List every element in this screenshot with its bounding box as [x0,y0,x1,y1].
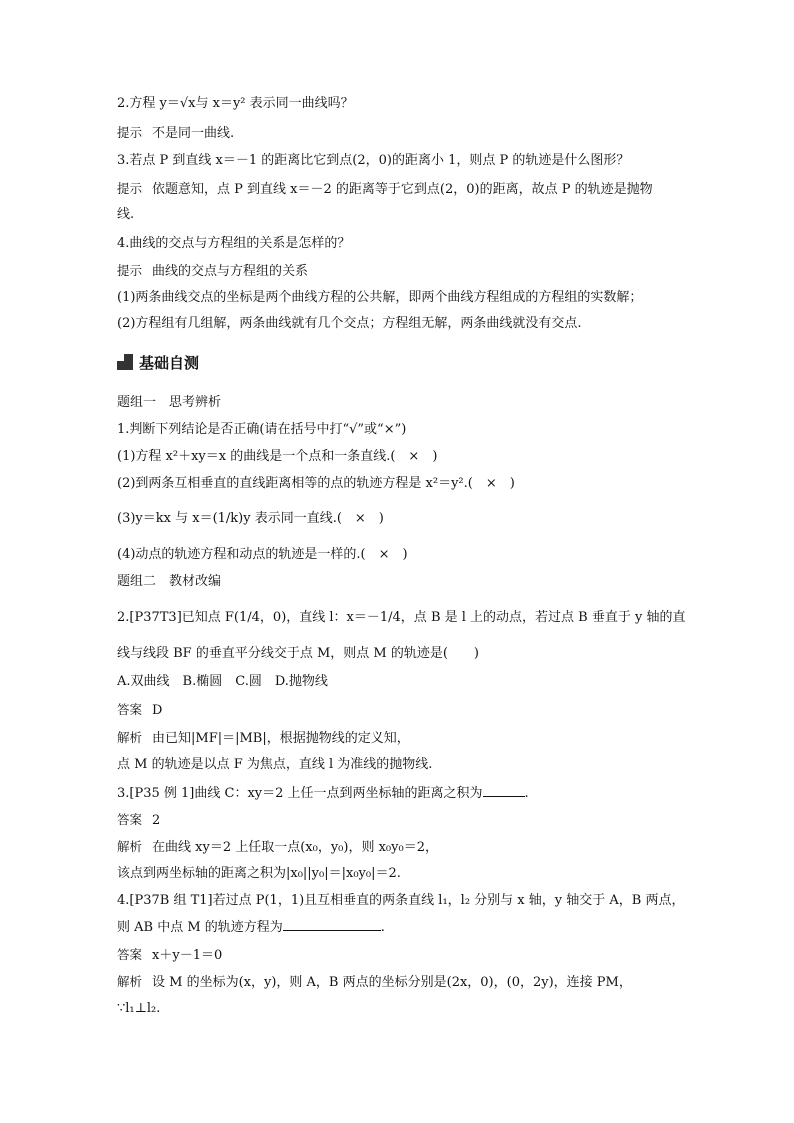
judgement-item-2: (2)到两条互相垂直的直线距离相等的点的轨迹方程是 x²＝y².( × ) [117,476,515,491]
group2-title: 题组二 教材改编 [117,574,222,589]
q4-line2 [117,918,385,937]
hint-text: 不是同一曲线. [152,126,235,141]
hint-4-sub-1: (1)两条曲线交点的坐标是两个曲线方程的公共解，即两个曲线方程组成的方程组的实数解； [117,290,643,305]
q3-analysis-2: 该点到两坐标轴的距离之积为|x₀||y₀|＝|x₀y₀|＝2. [117,866,401,881]
q3-answer [117,811,160,830]
group1-question: 1.判断下列结论是否正确(请在括号中打“√”或“×”) [117,422,407,437]
q3 [117,784,529,803]
analysis-text: 设 M 的坐标为(x，y)，则 A，B 两点的坐标分别是(2x，0)，(0，2y)，连接 PM， [152,975,632,990]
hint-3 [117,180,653,199]
answer-value: 2 [152,813,161,828]
fill-blank [283,918,381,931]
q4-line1: 4.[P37B 组 T1]若过点 P(1，1)且互相垂直的两条直线 l₁，l₂ 分别与 x 轴，y 轴交于 A，B 两点， [117,893,685,908]
question-4: 4.曲线的交点与方程组的关系是怎样的？ [117,236,351,251]
fill-blank [483,784,525,797]
answer-label: 答案 [117,702,143,717]
q4-analysis [117,973,632,992]
q2-line1: 2.[P37T3]已知点 F(1/4，0)，直线 l：x＝－1/4，点 B 是 l 上的动点，若过点 B 垂直于 y 轴的直 [117,610,686,625]
q2-analysis [117,729,410,748]
analysis-text: 在曲线 xy＝2 上任取一点(x₀，y₀)，则 x₀y₀＝2， [152,840,438,855]
analysis-label: 解析 [117,974,143,989]
section-square-icon [117,354,133,370]
section-heading [117,350,199,374]
judgement-item-3: (3)y＝kx 与 x＝(1/k)y 表示同一直线.( × ) [117,511,384,526]
q4-text: 则 AB 中点 M 的轨迹方程为 [117,920,283,935]
answer-value: D [152,703,163,718]
hint-4 [117,262,308,281]
hint-2 [117,124,234,143]
q4-answer [117,946,222,965]
judgement-item-4: (4)动点的轨迹方程和动点的轨迹是一样的.( × ) [117,547,408,562]
q4-end: . [380,920,385,935]
hint-label: 提示 [117,263,143,278]
analysis-text: 由已知|MF|＝|MB|，根据抛物线的定义知， [152,731,410,746]
analysis-label: 解析 [117,839,143,854]
q2-answer [117,701,162,720]
question-3: 3.若点 P 到直线 x＝－1 的距离比它到点(2，0)的距离小 1，则点 P 的轨迹是什么图形？ [117,153,630,168]
q2-analysis-2: 点 M 的轨迹是以点 F 为焦点，直线 l 为准线的抛物线. [117,757,433,772]
answer-label: 答案 [117,812,143,827]
section-title: 基础自测 [139,353,200,372]
hint-text: 曲线的交点与方程组的关系 [152,264,309,279]
answer-value: x＋y－1＝0 [152,948,223,963]
group1-title: 题组一 思考辨析 [117,395,222,410]
hint-4-sub-2: (2)方程组有几组解，两条曲线就有几个交点；方程组无解，两条曲线就没有交点. [117,316,582,331]
q2-options: A.双曲线 B.椭圆 C.圆 D.抛物线 [117,674,328,689]
analysis-label: 解析 [117,730,143,745]
q3-analysis [117,838,438,857]
q2-line2: 线与线段 BF 的垂直平分线交于点 M，则点 M 的轨迹是( ) [117,646,480,661]
answer-label: 答案 [117,947,143,962]
hint-label: 提示 [117,125,143,140]
hint-text: 依题意知，点 P 到直线 x＝－2 的距离等于它到点(2，0)的距离，故点 P 的轨迹是抛物 [152,182,653,197]
q3-text: 3.[P35 例 1]曲线 C：xy＝2 上任一点到两坐标轴的距离之积为 [117,786,483,801]
q3-end: . [524,786,529,801]
question-2: 2.方程 y＝√x与 x＝y² 表示同一曲线吗？ [117,96,354,111]
hint-3-cont: 线. [117,207,135,222]
judgement-item-1: (1)方程 x²＋xy＝x 的曲线是一个点和一条直线.( × ) [117,449,438,464]
q4-analysis-2: ∵l₁⊥l₂. [117,1001,161,1016]
hint-label: 提示 [117,181,143,196]
